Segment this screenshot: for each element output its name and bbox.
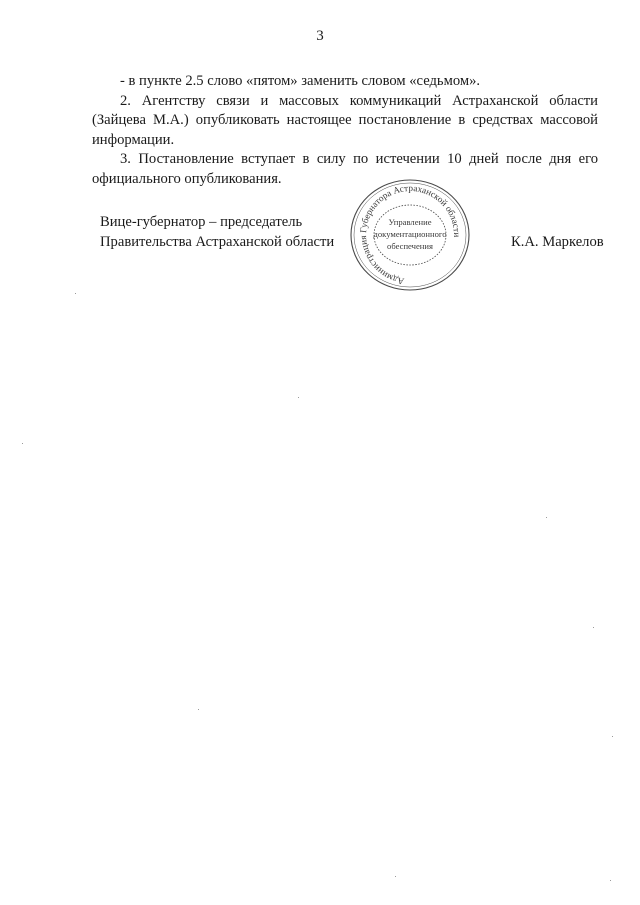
paragraph-amendment: - в пункте 2.5 слово «пятом» заменить словом «седьмом». — [120, 73, 481, 89]
scan-speck — [546, 517, 547, 518]
paragraph-publication: 2. Агентству связи и массовых коммуникаций Астраханской области (Зайцева М.А.) опубликовать настоящее постановление в средствах массовой информации. — [92, 92, 598, 148]
scan-speck — [395, 876, 396, 877]
seal-ring-text: Администрация Губернатора Астраханской области — [357, 182, 463, 287]
seal-inner-line1: Управление — [388, 217, 432, 227]
document-body — [92, 72, 598, 189]
scan-speck — [198, 709, 199, 710]
page-number: 3 — [316, 28, 324, 44]
signatory-position-line2: Правительства Астраханской области — [100, 234, 335, 250]
scan-speck — [22, 443, 23, 444]
scan-speck — [593, 627, 594, 628]
paragraph-effective-date: 3. Постановление вступает в силу по истечении 10 дней после дня его официального опубликования. — [92, 151, 598, 187]
signatory-position-line1: Вице-губернатор – председатель — [100, 214, 303, 230]
seal-inner-line3: обеспечения — [387, 241, 433, 251]
seal-inner-line2: документационного — [373, 229, 447, 239]
signatory-name: К.А. Маркелов — [511, 234, 604, 250]
scan-speck — [298, 397, 299, 398]
scan-speck — [75, 293, 76, 294]
scan-speck — [612, 736, 613, 737]
signatory-position — [100, 212, 334, 252]
scan-speck — [610, 880, 611, 881]
official-seal-stamp — [345, 174, 475, 296]
